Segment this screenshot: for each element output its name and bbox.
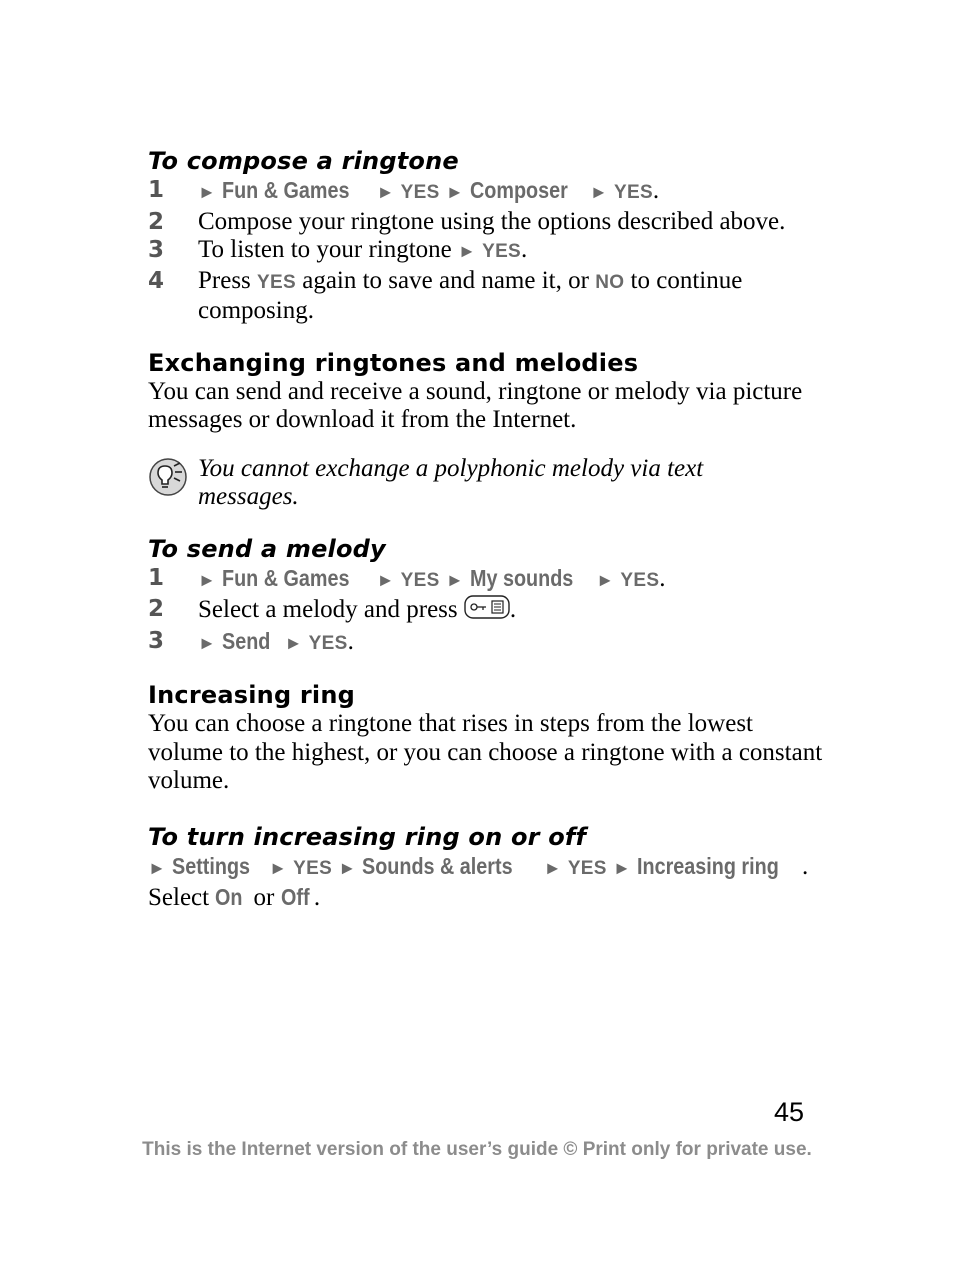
- note: [148, 455, 828, 512]
- arrow-icon: ►: [589, 182, 608, 202]
- punctuation: .: [652, 177, 660, 204]
- compose-step-3: [148, 236, 828, 267]
- step-text: Compose your ringtone using the options described above.: [198, 207, 786, 235]
- compose-heading: To compose a ringtone: [148, 147, 459, 175]
- arrow-icon: ►: [269, 857, 287, 878]
- menu-sounds-alerts: Sounds & alerts: [362, 852, 513, 879]
- increasing-heading: Increasing ring: [148, 681, 356, 709]
- arrow-icon: ►: [338, 857, 357, 878]
- increasing-body: You can choose a ringtone that rises in steps from the lowest volume to the highest, or you can choose a ringtone with a constant volume.: [148, 710, 823, 794]
- arrow-icon: ►: [148, 857, 166, 878]
- step-number: 3: [148, 237, 165, 263]
- arrow-icon: ►: [445, 569, 464, 590]
- menu-off: Off: [280, 884, 310, 910]
- footer-notice: This is the Internet version of the user’s guide © Print only for private use.: [142, 1139, 812, 1160]
- step-text: Select a melody and press: [198, 596, 458, 623]
- key-yes: YES: [293, 857, 333, 879]
- punctuation: .: [313, 884, 321, 911]
- arrow-icon: ►: [376, 569, 395, 590]
- compose-step-2: [148, 208, 828, 237]
- arrow-icon: ►: [198, 632, 216, 653]
- send-steps: [148, 564, 828, 659]
- send-heading: To send a melody: [148, 534, 386, 563]
- menu-settings: Settings: [172, 852, 251, 879]
- menu-fun-games: Fun & Games: [222, 177, 350, 203]
- key-yes: YES: [620, 569, 660, 591]
- step-text: again to save and name it, or: [302, 266, 589, 294]
- step-number: 1: [148, 564, 165, 591]
- exchanging-body: You can send and receive a sound, ringtone or melody via picture messages or download it from the Internet.: [148, 377, 803, 433]
- arrow-icon: ►: [458, 241, 476, 261]
- key-yes: YES: [400, 569, 440, 591]
- compose-step-1: [148, 176, 828, 208]
- punctuation: .: [801, 852, 809, 880]
- menu-composer: Composer: [469, 177, 568, 203]
- step-number: 2: [148, 596, 165, 622]
- step-number: 4: [148, 267, 165, 294]
- send-section: [148, 534, 828, 659]
- menu-fun-games: Fun & Games: [222, 564, 350, 591]
- exchanging-section: [148, 348, 828, 512]
- page-number: 45: [774, 1097, 805, 1127]
- page-content: [148, 146, 828, 913]
- key-yes: YES: [614, 182, 653, 203]
- arrow-icon: ►: [284, 632, 303, 653]
- arrow-icon: ►: [543, 857, 562, 878]
- step-text: To listen to your ringtone: [198, 236, 452, 263]
- arrow-icon: ►: [198, 569, 216, 590]
- arrow-icon: ►: [613, 857, 631, 878]
- toggle-section: [148, 822, 828, 913]
- menu-send: Send: [222, 627, 271, 654]
- punctuation: .: [347, 627, 354, 655]
- step-text: to continue composing.: [198, 266, 743, 324]
- send-step-2: [148, 595, 828, 627]
- punctuation: .: [521, 236, 528, 263]
- select-text: Select: [148, 884, 210, 911]
- menu-my-sounds: My sounds: [469, 564, 574, 591]
- step-number: 1: [148, 177, 165, 203]
- note-text: You cannot exchange a polyphonic melody via text messages.: [198, 454, 704, 510]
- punctuation: .: [509, 596, 517, 623]
- compose-step-4: [148, 267, 828, 326]
- menu-on: On: [215, 884, 243, 910]
- step-text: Press: [198, 266, 251, 294]
- lightbulb-note-icon: [148, 455, 198, 502]
- or-text: or: [253, 884, 275, 911]
- key-no: NO: [595, 271, 625, 293]
- toggle-heading: To turn increasing ring on or off: [148, 822, 587, 851]
- toggle-path: [148, 852, 828, 884]
- arrow-icon: ►: [376, 182, 395, 202]
- compose-steps: [148, 176, 828, 326]
- punctuation: .: [659, 564, 666, 592]
- toggle-select: [148, 883, 828, 913]
- menu-increasing-ring: Increasing ring: [637, 852, 779, 879]
- exchanging-heading: Exchanging ringtones and melodies: [148, 348, 639, 377]
- options-key-icon: [464, 595, 510, 627]
- send-step-1: [148, 564, 828, 596]
- arrow-icon: ►: [198, 182, 216, 202]
- send-step-3: [148, 627, 828, 659]
- key-yes: YES: [400, 182, 440, 203]
- key-yes: YES: [567, 857, 607, 879]
- step-number: 3: [148, 627, 165, 654]
- key-yes: YES: [257, 271, 296, 293]
- key-yes: YES: [482, 241, 522, 262]
- step-number: 2: [148, 208, 165, 235]
- arrow-icon: ►: [596, 569, 615, 590]
- increasing-section: [148, 680, 828, 796]
- key-yes: YES: [308, 632, 348, 654]
- arrow-icon: ►: [445, 182, 464, 202]
